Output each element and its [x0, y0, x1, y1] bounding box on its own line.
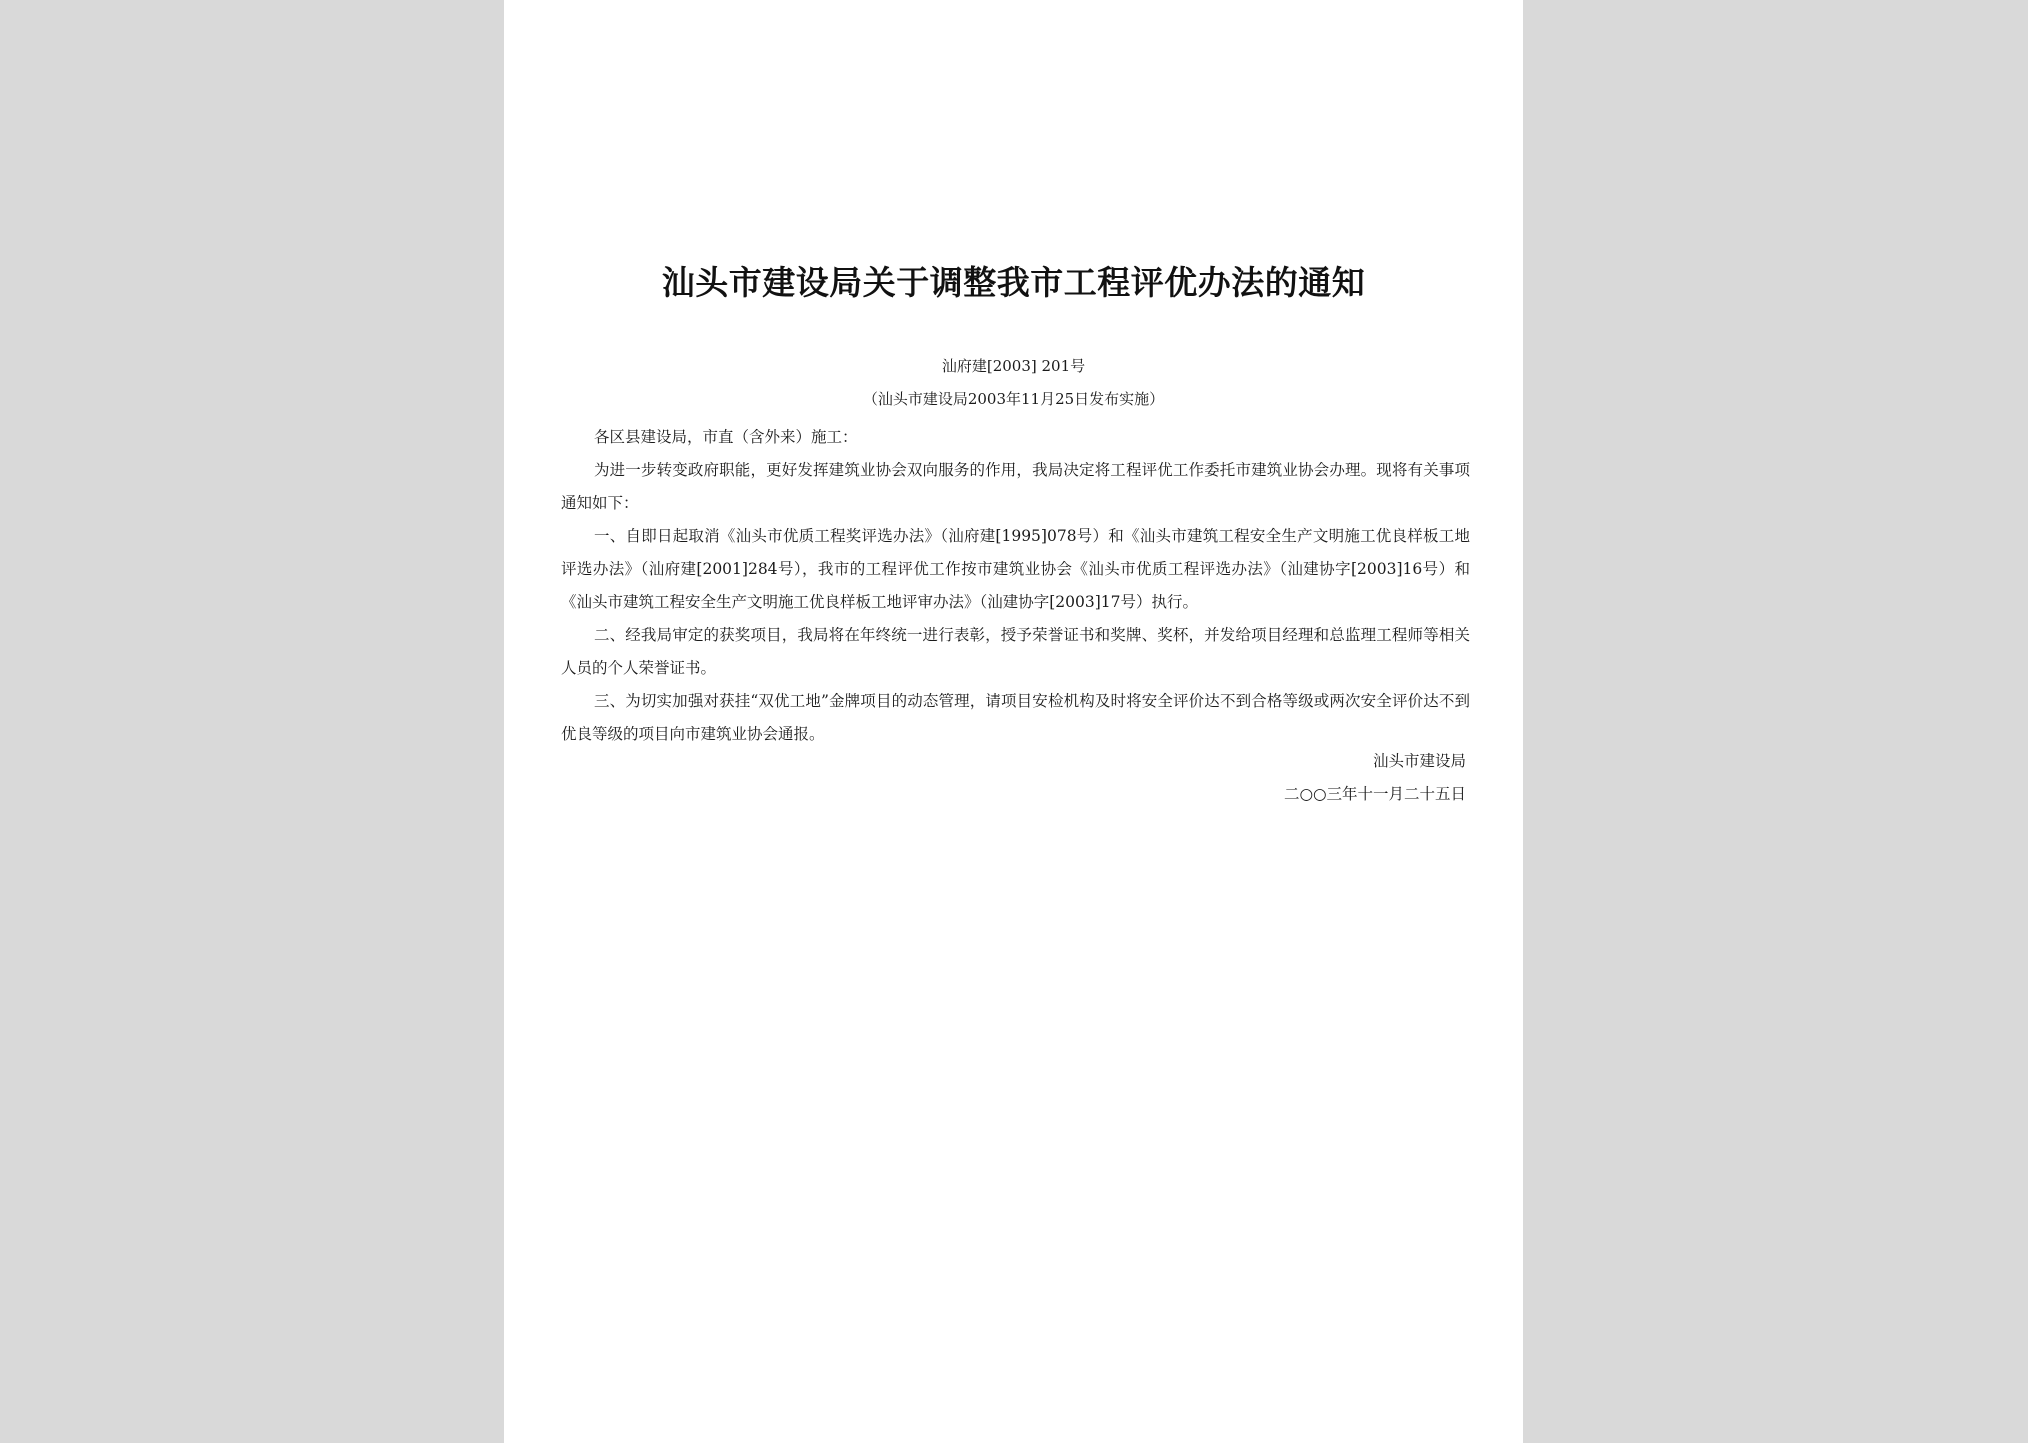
paragraph-item-1: 一、自即日起取消《汕头市优质工程奖评选办法》（汕府建[1995]078号）和《汕头市建筑工程安全生产文明施工优良样板工地评选办法》（汕府建[2001]284号），我市的工程评优工作按市建筑业协会《汕头市优质工程评选办法》（汕建协字[2003]16号）和《汕头市建筑工程安全生产文明施工优良样板工地评审办法》（汕建协字[2003]17号）执行。	[561, 527, 1470, 611]
signature-block	[1284, 745, 1466, 811]
paragraph-intro: 为进一步转变政府职能，更好发挥建筑业协会双向服务的作用，我局决定将工程评优工作委托市建筑业协会办理。现将有关事项通知如下：	[561, 461, 1470, 512]
signature-date: 二○○三年十一月二十五日	[1283, 785, 1466, 803]
document-body	[561, 421, 1470, 751]
document-title: 汕头市建设局关于调整我市工程评优办法的通知	[661, 263, 1366, 302]
paragraph-item-3: 三、为切实加强对获挂“双优工地”金牌项目的动态管理，请项目安检机构及时将安全评价达不到合格等级或两次安全评价达不到优良等级的项目向市建筑业协会通报。	[561, 692, 1470, 743]
document-number: 汕府建[2003] 201号	[941, 357, 1086, 375]
issued-note: （汕头市建设局2003年11月25日发布实施）	[862, 390, 1165, 408]
paragraph-item-2: 二、经我局审定的获奖项目，我局将在年终统一进行表彰，授予荣誉证书和奖牌、奖杯，并发给项目经理和总监理工程师等相关人员的个人荣誉证书。	[561, 626, 1470, 677]
salutation: 各区县建设局，市直（含外来）施工：	[594, 428, 858, 446]
signature-org: 汕头市建设局	[1372, 752, 1466, 770]
document-page	[504, 0, 1523, 1443]
